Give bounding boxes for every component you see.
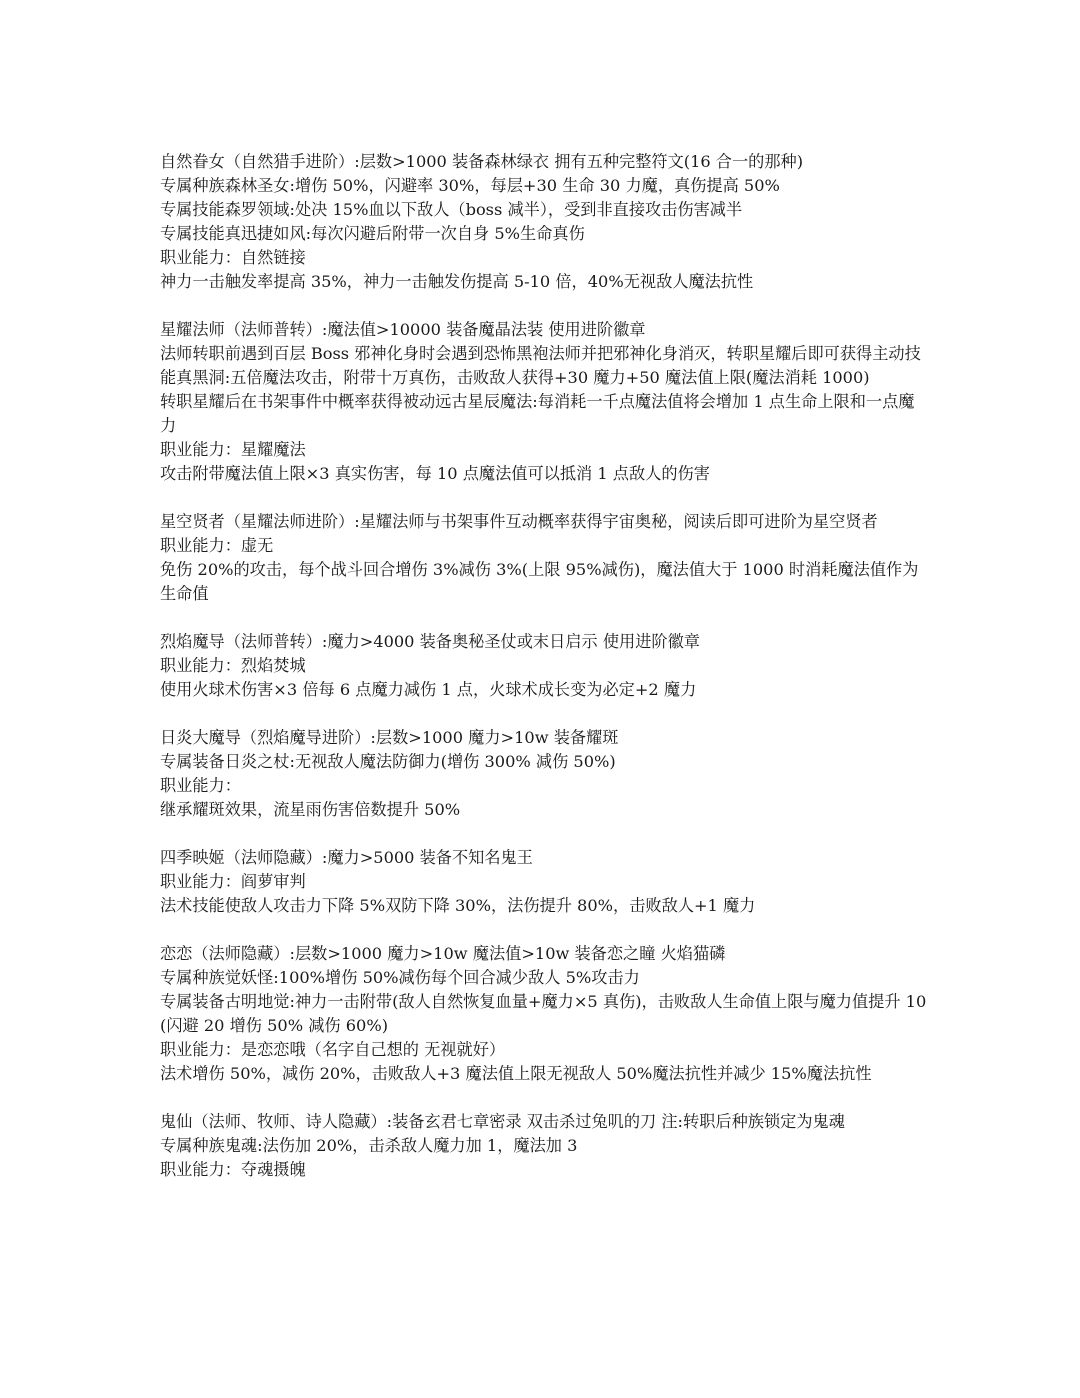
entry-ability: 职业能力： xyxy=(160,776,241,795)
class-entry-ghost-immortal xyxy=(160,1110,930,1182)
entry-ability: 职业能力：烈焰焚城 xyxy=(160,656,306,675)
entry-heading: 日炎大魔导（烈焰魔导进阶）:层数>1000 魔力>10w 装备耀斑 xyxy=(160,728,619,747)
class-entry-shikieiki xyxy=(160,846,930,918)
document-page xyxy=(160,150,930,1206)
entry-ability: 职业能力：阎萝审判 xyxy=(160,872,306,891)
entry-ability: 职业能力：虚无 xyxy=(160,536,274,555)
entry-line: 专属技能真迅捷如风:每次闪避后附带一次自身 5%生命真伤 xyxy=(160,224,585,243)
class-entry-nature-maiden xyxy=(160,150,930,294)
entry-line: 专属装备日炎之杖:无视敌人魔法防御力(增伤 300% 减伤 50%) xyxy=(160,752,616,771)
entry-line: 法师转职前遇到百层 Boss 邪神化身时会遇到恐怖黑袍法师并把邪神化身消灭，转职星耀后即可获得主动技能真黑洞:五倍魔法攻击，附带十万真伤，击败敌人获得+30 魔力+50 魔法值上限(魔法消耗 1000) xyxy=(160,344,921,387)
entry-line: 继承耀斑效果，流星雨伤害倍数提升 50% xyxy=(160,800,461,819)
entry-line: 攻击附带魔法值上限×3 真实伤害，每 10 点魔法值可以抵消 1 点敌人的伤害 xyxy=(160,464,710,483)
entry-line: 法术增伤 50%，减伤 20%，击败敌人+3 魔法值上限无视敌人 50%魔法抗性并减少 15%魔法抗性 xyxy=(160,1064,872,1083)
entry-ability: 职业能力：夺魂摄魄 xyxy=(160,1160,306,1179)
entry-heading: 恋恋（法师隐藏）:层数>1000 魔力>10w 魔法值>10w 装备恋之瞳 火焰猫磷 xyxy=(160,944,726,963)
class-entry-flame-mage xyxy=(160,630,930,702)
entry-heading: 自然眷女（自然猎手进阶）:层数>1000 装备森林绿衣 拥有五种完整符文(16 合一的那种) xyxy=(160,152,804,171)
entry-line: 专属种族鬼魂:法伤加 20%，击杀敌人魔力加 1，魔法加 3 xyxy=(160,1136,578,1155)
class-entry-star-sage xyxy=(160,510,930,606)
entry-line: 使用火球术伤害×3 倍每 6 点魔力减伤 1 点，火球术成长变为必定+2 魔力 xyxy=(160,680,697,699)
class-entry-sun-archmage xyxy=(160,726,930,822)
entry-heading: 烈焰魔导（法师普转）:魔力>4000 装备奥秘圣仗或末日启示 使用进阶徽章 xyxy=(160,632,700,651)
entry-line: 法术技能使敌人攻击力下降 5%双防下降 30%，法伤提升 80%，击败敌人+1 魔力 xyxy=(160,896,756,915)
entry-ability: 职业能力：自然链接 xyxy=(160,248,306,267)
entry-heading: 鬼仙（法师、牧师、诗人隐藏）:装备玄君七章密录 双击杀过兔叽的刀 注:转职后种族锁定为鬼魂 xyxy=(160,1112,845,1131)
entry-line: 神力一击触发率提高 35%，神力一击触发伤提高 5-10 倍，40%无视敌人魔法抗性 xyxy=(160,272,754,291)
entry-line: 免伤 20%的攻击，每个战斗回合增伤 3%减伤 3%(上限 95%减伤)，魔法值大于 1000 时消耗魔法值作为生命值 xyxy=(160,560,919,603)
class-entry-star-mage xyxy=(160,318,930,486)
entry-heading: 星耀法师（法师普转）:魔法值>10000 装备魔晶法装 使用进阶徽章 xyxy=(160,320,646,339)
entry-ability: 职业能力：星耀魔法 xyxy=(160,440,306,459)
entry-ability: 职业能力：是恋恋哦（名字自己想的 无视就好） xyxy=(160,1040,506,1059)
entry-line: 专属种族森林圣女:增伤 50%，闪避率 30%，每层+30 生命 30 力魔，真伤提高 50% xyxy=(160,176,780,195)
entry-line: 专属种族觉妖怪:100%增伤 50%减伤每个回合减少敌人 5%攻击力 xyxy=(160,968,640,987)
entry-heading: 星空贤者（星耀法师进阶）:星耀法师与书架事件互动概率获得宇宙奥秘，阅读后即可进阶为星空贤者 xyxy=(160,512,878,531)
entry-line: 专属技能森罗领域:处决 15%血以下敌人（boss 减半），受到非直接攻击伤害减半 xyxy=(160,200,743,219)
entry-heading: 四季映姬（法师隐藏）:魔力>5000 装备不知名鬼王 xyxy=(160,848,533,867)
entry-line: 专属装备古明地觉:神力一击附带(敌人自然恢复血量+魔力×5 真伤)，击败敌人生命值上限与魔力值提升 10(闪避 20 增伤 50% 减伤 60%) xyxy=(160,992,927,1035)
entry-line: 转职星耀后在书架事件中概率获得被动远古星辰魔法:每消耗一千点魔法值将会增加 1 点生命上限和一点魔力 xyxy=(160,392,915,435)
class-entry-koishi xyxy=(160,942,930,1086)
